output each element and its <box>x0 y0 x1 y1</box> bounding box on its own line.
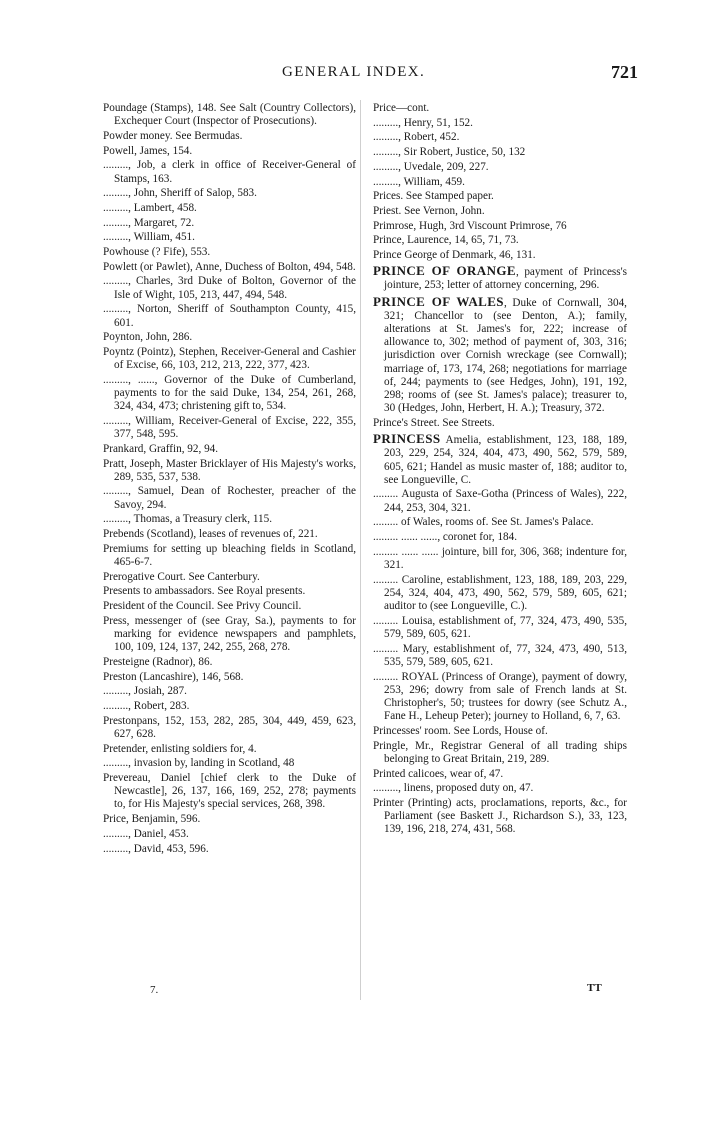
index-entry: ......... Caroline, establishment, 123, 188, 189, 203, 229, 254, 324, 404, 473, 490, 562, 579, 589, 605, 621; auditor to (see Longueville, C.). <box>373 573 627 613</box>
index-entry: Prices. See Stamped paper. <box>373 190 494 203</box>
index-entry: Preston (Lancashire), 146, 568. <box>103 670 244 683</box>
index-entry: Press, messenger of (see Gray, Sa.), payments to for marking for evidence newspapers and pamphlets, 100, 109, 124, 137, 242, 255, 268, 278. <box>103 614 356 654</box>
index-entry: ........., William, 451. <box>103 231 195 244</box>
index-entry: Primrose, Hugh, 3rd Viscount Primrose, 76 <box>373 219 567 232</box>
signature-mark: 7. <box>150 984 159 996</box>
index-entry: Poundage (Stamps), 148. See Salt (Country Collectors), Exchequer Court (Inspector of Prosecutions). <box>103 102 356 128</box>
page-number: 721 <box>611 62 638 82</box>
index-entry: ........., Samuel, Dean of Rochester, preacher of the Savoy, 294. <box>103 485 356 511</box>
index-entry: Presteigne (Radnor), 86. <box>103 655 213 668</box>
column-divider <box>360 100 361 1000</box>
index-entry: Presents to ambassadors. See Royal presents. <box>103 585 306 598</box>
index-entry: ......... Louisa, establishment of, 77, 324, 473, 490, 535, 579, 589, 605, 621. <box>373 614 627 641</box>
index-entry: ........., Job, a clerk in office of Receiver-General of Stamps, 163. <box>103 159 356 185</box>
index-entry: Premiums for setting up bleaching fields in Scotland, 465-6-7. <box>103 542 356 568</box>
index-entry: ........., Charles, 3rd Duke of Bolton, Governor of the Isle of Wight, 105, 213, 447, 494, 548. <box>103 275 356 301</box>
index-entry: Prevereau, Daniel [chief clerk to the Duke of Newcastle], 26, 137, 166, 169, 252, 278; payments to, for His Majesty's special services, 268, 398. <box>103 772 356 811</box>
index-entry: ......... Augusta of Saxe-Gotha (Princess of Wales), 222, 244, 253, 304, 321. <box>373 488 627 514</box>
index-entry: ........., Norton, Sheriff of Southampton County, 415, 601. <box>103 303 356 329</box>
index-entry: ........., Robert, 452. <box>373 131 460 144</box>
index-entry: Poynton, John, 286. <box>103 331 193 344</box>
index-entry: Powlett (or Pawlet), Anne, Duchess of Bolton, 494, 548. <box>103 260 356 273</box>
index-entry: ........., Sir Robert, Justice, 50, 132 <box>373 146 526 159</box>
index-entry: ........., Thomas, a Treasury clerk, 115. <box>103 513 273 526</box>
index-entry: ........., Margaret, 72. <box>103 216 195 229</box>
index-entry: Price—cont. <box>373 102 430 114</box>
index-entry: ........., William, 459. <box>373 175 465 188</box>
index-entry: ........., John, Sheriff of Salop, 583. <box>103 187 257 200</box>
index-entry: ........., Daniel, 453. <box>103 827 189 840</box>
index-entry: Prestonpans, 152, 153, 282, 285, 304, 449, 459, 623, 627, 628. <box>103 714 356 740</box>
index-entry: Pretender, enlisting soldiers for, 4. <box>103 742 257 755</box>
index-entry: ........., Robert, 283. <box>103 700 190 713</box>
index-entry: Prince's Street. See Streets. <box>373 416 495 429</box>
index-entry: ......... ...... ......, coronet for, 184. <box>373 531 518 544</box>
index-entry: Powell, James, 154. <box>103 144 193 157</box>
index-entry: Prince George of Denmark, 46, 131. <box>373 249 536 262</box>
index-column-right <box>373 102 627 838</box>
index-entry: ........., William, Receiver-General of Excise, 222, 355, 377, 548, 595. <box>103 414 356 441</box>
index-entry: Prebends (Scotland), leases of revenues of, 221. <box>103 528 318 541</box>
index-entry: ........., linens, proposed duty on, 47. <box>373 782 534 795</box>
index-entry: Printer (Printing) acts, proclamations, reports, &c., for Parliament (see Baskett J., Richardson S.), 33, 123, 139, 196, 218, 274, 431, 568. <box>373 796 627 836</box>
index-entry: ........., invasion by, landing in Scotland, 48 <box>103 757 295 770</box>
index-entry: ........., Uvedale, 209, 227. <box>373 160 489 173</box>
index-entry: Price, Benjamin, 596. <box>103 813 201 826</box>
index-entry: ........., Lambert, 458. <box>103 201 197 214</box>
signature-mark-tt: TT <box>587 982 602 994</box>
index-entry: ......... of Wales, rooms of. See St. James's Palace. <box>373 516 594 529</box>
index-entry: Priest. See Vernon, John. <box>373 204 485 217</box>
index-entry: ......... Mary, establishment of, 77, 324, 473, 490, 513, 535, 579, 589, 605, 621. <box>373 642 627 668</box>
index-entry: Prince, Laurence, 14, 65, 71, 73. <box>373 234 519 247</box>
index-entry: ........., Josiah, 287. <box>103 685 187 698</box>
index-column-left <box>103 102 356 857</box>
index-entry: PRINCE OF WALES, Duke of Cornwall, 304, 321; Chancellor to (see Denton, A.); family, alterations at St. James's for, 222; increase of allowance to, 302; method of payment of, 303, 316; jurisdiction over Cornish wreckage (see Cornwall); marriage of, 173, 174, 268; negotiations for marriage of, 244; payments to (see Hedges, John), 191, 192, 298; rooms of (see St. James's palace); treasurer to, 30 (Hedges, John, Herbert, H. A.); Treasury, 372. <box>373 293 627 415</box>
index-entry: Printed calicoes, wear of, 47. <box>373 767 504 780</box>
index-entry: Powder money. See Bermudas. <box>103 129 243 142</box>
index-entry: ......... ROYAL (Princess of Orange), payment of dowry, 253, 296; dowry from sale of French lands at St. Christopher's, 50; trustees for dowry (see Schutz A., Fane H., Leheup Peter); journey to Holland, 6, 7, 63. <box>373 670 627 723</box>
page-header <box>0 64 722 88</box>
index-entry: ........., ......, Governor of the Duke of Cumberland, payments to for the said Duke, 134, 254, 261, 268, 324, 434, 473; christening gift to, 534. <box>103 373 356 413</box>
index-entry: Prerogative Court. See Canterbury. <box>103 570 260 583</box>
index-entry: Poyntz (Pointz), Stephen, Receiver-General and Cashier of Excise, 66, 103, 212, 213, 222, 377, 423. <box>103 345 356 372</box>
index-entry: Princesses' room. See Lords, House of. <box>373 724 548 737</box>
index-entry: PRINCE OF ORANGE, payment of Princess's jointure, 253; letter of attorney concerning, 296. <box>373 263 628 292</box>
index-entry: ......... ...... ...... jointure, bill for, 306, 368; indenture for, 321. <box>373 545 627 571</box>
index-entry: ........., Henry, 51, 152. <box>373 116 473 129</box>
running-title: GENERAL INDEX. <box>282 64 426 80</box>
index-entry: Pratt, Joseph, Master Bricklayer of His Majesty's works, 289, 535, 537, 538. <box>103 457 356 483</box>
index-entry: Prankard, Graffin, 92, 94. <box>103 442 219 455</box>
index-entry: Powhouse (? Fife), 553. <box>103 246 211 259</box>
index-entry: ........., David, 453, 596. <box>103 842 209 855</box>
index-entry: President of the Council. See Privy Council. <box>103 600 302 613</box>
index-entry: Pringle, Mr., Registrar General of all trading ships belonging to Great Britain, 219, 289. <box>373 739 627 765</box>
index-entry: PRINCESS Amelia, establishment, 123, 188, 189, 203, 229, 254, 324, 404, 473, 490, 562, 579, 589, 605, 621; Handel as music master of, 188; auditor to, see Longueville, C. <box>373 431 627 486</box>
